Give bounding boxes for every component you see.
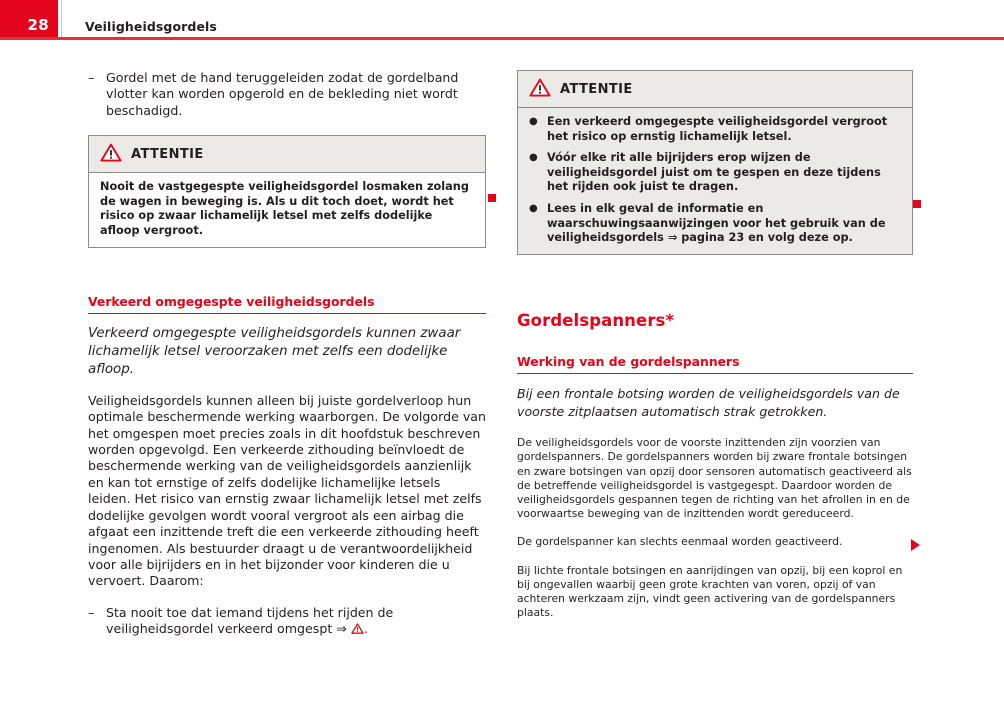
bullet-dot-icon: ● <box>529 116 538 127</box>
left-column <box>88 70 486 640</box>
right-column <box>517 70 913 620</box>
attention-bullet <box>529 202 901 246</box>
attention-box-header <box>518 71 912 108</box>
lead-italic-right: Bij een frontale botsing worden de veiligheidsgordels van de voorste zitplaatsen automatisch strak getrokken. <box>517 386 900 419</box>
section-heading-verkeerd: Verkeerd omgegespte veiligheidsgordels <box>88 295 486 314</box>
continue-marker <box>911 539 920 551</box>
body-paragraph-right-1: De veiligheidsgordels voor de voorste inzittenden zijn voorzien van gordelspanners. De gordelspanners worden bij zware frontale botsingen en zware botsingen van opzij door sensoren automatisch geactiveerd als de betreffende veiligheidsgordel is vastgegespt. Daardoor worden de veiligheidsgordels gespannen tegen de richting van het afrollen in en de voorwaartse beweging van de inzittenden wordt gereduceerd. <box>517 436 912 521</box>
bullet-dot-icon: ● <box>529 202 538 214</box>
attention-paragraph: Nooit de vastgegespte veiligheidsgordel losmaken zolang de wagen in beweging is. Als u dit toch doet, wordt het risico op zwaar lichamelijk letsel met zelfs dodelijke afloop vergroot. <box>100 180 469 237</box>
left-column-end-marker <box>488 194 496 202</box>
section-heading-gordelspanners: Gordelspanners* <box>517 310 675 330</box>
attention-bullet <box>529 151 901 195</box>
attention-box-left <box>88 135 486 247</box>
sub-heading-werking: Werking van de gordelspanners <box>517 355 913 374</box>
body-paragraph-right-3: Bij lichte frontale botsingen en aanrijdingen van opzij, bij een koprol en bij ongevallen waarbij geen grote krachten van voren, opzij of van achteren werkzaam zijn, vindt geen activering van de gordelspanners plaats. <box>517 563 903 620</box>
attention-box-title: ATTENTIE <box>131 147 204 163</box>
dash-marker: – <box>88 70 95 85</box>
warning-triangle-icon <box>100 143 122 166</box>
list-item-text-after: . <box>363 621 368 637</box>
attention-box-body <box>518 108 912 254</box>
attention-bullet-text: Vóór elke rit alle bijrijders erop wijzen de veiligheidsgordel juist om te gespen en deze tijdens het rijden ook juist te dragen. <box>547 151 881 194</box>
attention-bullet-text: Een verkeerd omgegespte veiligheidsgordel vergroot het risico op ernstig lichamelijk letsel. <box>547 115 888 143</box>
attention-box-title: ATTENTIE <box>560 82 633 97</box>
right-column-box-end-marker <box>913 200 921 208</box>
bullet-dot-icon: ● <box>529 152 538 164</box>
list-item <box>88 70 486 119</box>
body-paragraph-right-2: De gordelspanner kan slechts eenmaal worden geactiveerd. <box>517 535 843 549</box>
attention-bullet-text: Lees in elk geval de informatie en waarschuwingsaanwijzingen voor het gebruik van de veiligheidsgordels ⇒ pagina 23 en volg deze op. <box>547 201 886 245</box>
warning-triangle-icon <box>529 78 551 101</box>
lead-italic-left: Verkeerd omgegespte veiligheidsgordels kunnen zwaar lichamelijk letsel veroorzaken met zelfs een dodelijke afloop. <box>88 325 461 377</box>
list-item-text: Gordel met de hand teruggeleiden zodat de gordelband vlotter kan worden opgerold en de bekleding niet wordt beschadigd. <box>106 70 459 118</box>
list-item <box>88 605 486 638</box>
body-paragraph-left: Veiligheidsgordels kunnen alleen bij juiste gordelverloop hun optimale beschermende werking waarborgen. De volgorde van het omgespen moet precies zoals in dit hoofdstuk beschreven worden opgevolgd. Een verkeerde zithouding beïnvloedt de beschermende werking van de veiligheidsgordels aanzienlijk en kan tot ernstige of zelfs dodelijke lichamelijke letsels leiden. Het risico van ernstig zwaar lichamelijk letsel met zelfs dodelijke gevolgen wordt vooral vergroot als een airbag die afgaat een inzittende treft die een verkeerde zithouding heeft ingenomen. Als bestuurder draagt u de verantwoordelijkheid voor alle bijrijders en in het bijzonder voor kinderen die u vervoert. Daarom: <box>88 392 486 589</box>
attention-box-header <box>89 136 485 173</box>
page-number-block <box>0 0 58 37</box>
warning-triangle-icon <box>351 621 364 637</box>
list-item-text <box>106 605 486 638</box>
attention-box-right <box>517 70 913 255</box>
page-header <box>0 0 1004 40</box>
page-title: Veiligheidsgordels <box>85 19 217 34</box>
header-divider <box>61 0 62 37</box>
attention-bullet <box>529 115 901 144</box>
header-rule <box>0 37 1004 40</box>
page-number: 28 <box>27 16 49 34</box>
dash-marker: – <box>88 604 95 620</box>
list-item-text-before: Sta nooit toe dat iemand tijdens het rijden de veiligheidsgordel verkeerd omgespt ⇒ <box>106 604 394 637</box>
attention-box-body <box>89 173 485 246</box>
